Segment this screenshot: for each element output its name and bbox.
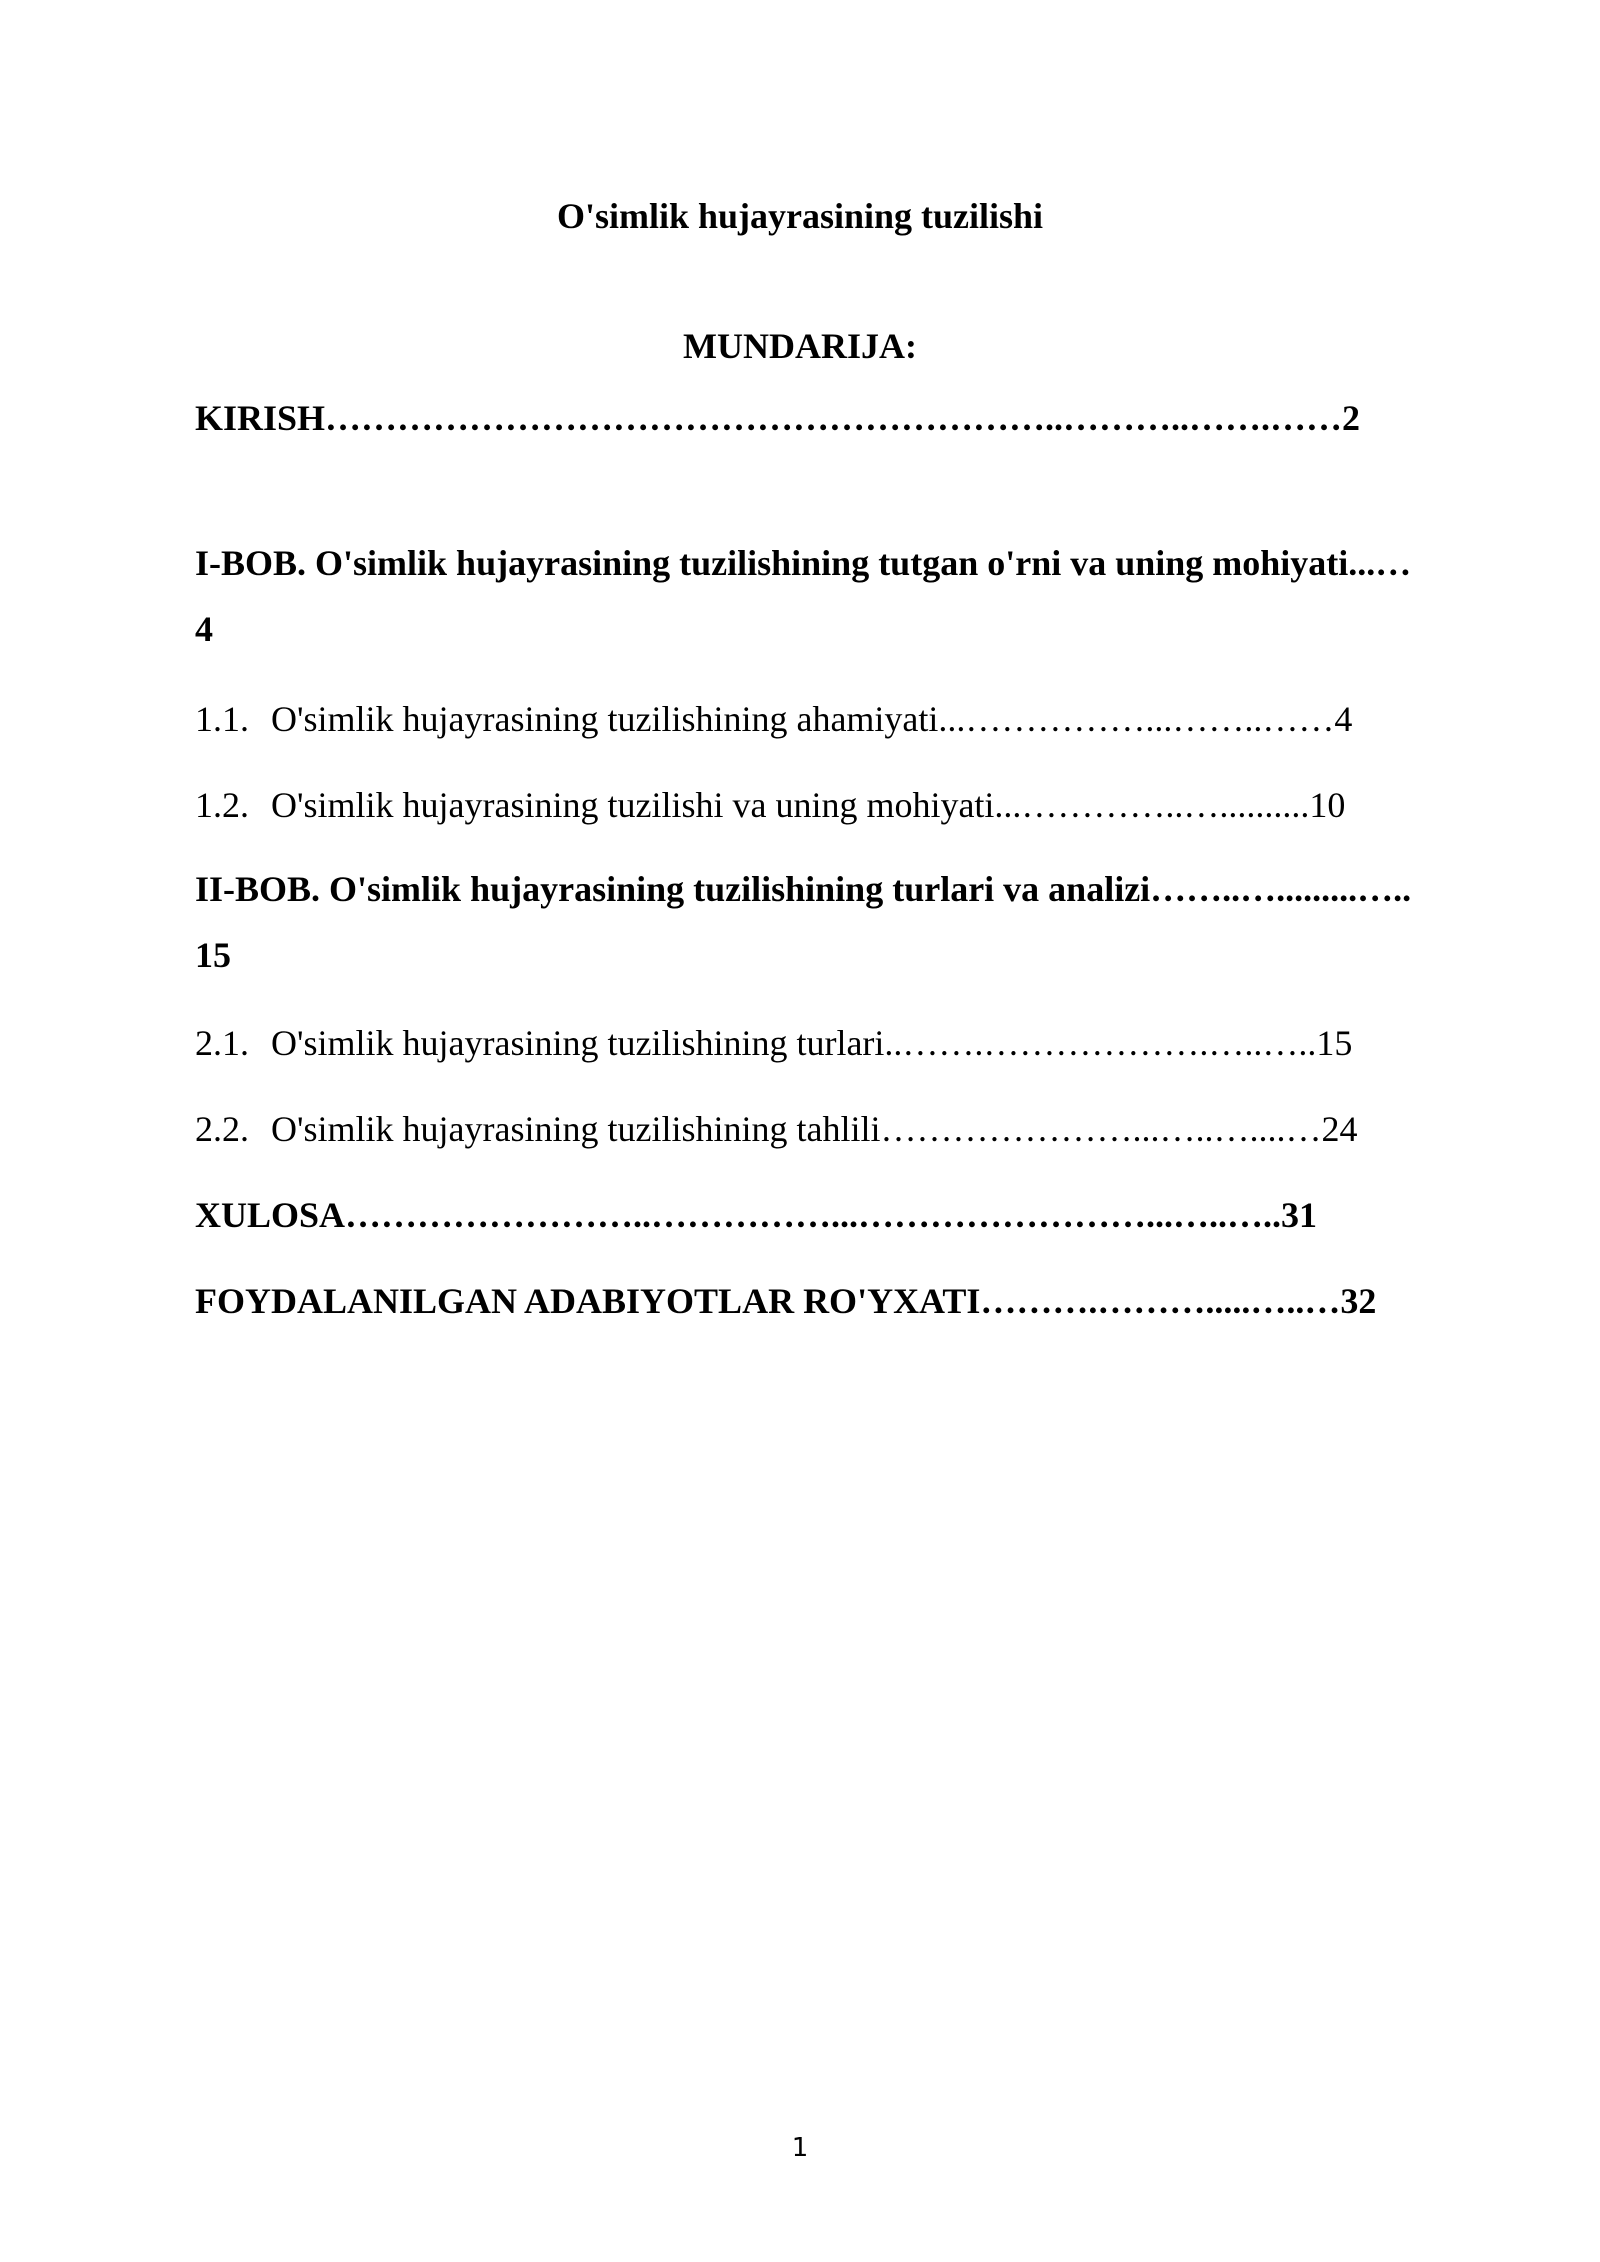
toc-entry-chapter-1	[195, 530, 1415, 662]
toc-entry-2-1	[195, 1010, 1415, 1076]
toc-entry-xulosa	[195, 1182, 1415, 1248]
toc-entry-text: O'simlik hujayrasining tuzilishining tahlili…………………...…..…....…24	[271, 1109, 1358, 1149]
toc-entry-kirish	[195, 385, 1415, 451]
toc-entry-text: I-BOB. O'simlik hujayrasining tuzilishining tutgan o'rni va uning mohiyati...…4	[195, 543, 1412, 649]
toc-entry-text: XULOSA……………………..……………...……………………...…..…..31	[195, 1195, 1318, 1235]
toc-entry-number: 2.1.	[195, 1023, 249, 1063]
toc-entry-text: O'simlik hujayrasining tuzilishining ahamiyati...……………...……..……4	[271, 699, 1353, 739]
toc-entry-text: KIRISH……………………………………………………..………..…….……2	[195, 398, 1361, 438]
toc-entry-text: O'simlik hujayrasining tuzilishi va uning mohiyati...…………..…..........10	[271, 785, 1346, 825]
toc-entry-text: FOYDALANILGAN ADABIYOTLAR RO'YXATI……….……….....…..…32	[195, 1281, 1377, 1321]
toc-entry-2-2	[195, 1096, 1415, 1162]
toc-entry-number: 2.2.	[195, 1109, 249, 1149]
toc-entry-chapter-2	[195, 856, 1415, 988]
toc-entry-number: 1.1.	[195, 699, 249, 739]
page-number: 1	[791, 2133, 809, 2163]
toc-entry-references	[195, 1268, 1415, 1334]
toc-entry-1-1	[195, 686, 1415, 752]
toc-entry-text: O'simlik hujayrasining tuzilishining turlari..…….……………….…..…..15	[271, 1023, 1353, 1063]
toc-entry-number: 1.2.	[195, 785, 249, 825]
document-title: O'simlik hujayrasining tuzilishi	[556, 196, 1044, 236]
toc-entry-text: II-BOB. O'simlik hujayrasining tuzilishining turlari va analizi……..….........…..15	[195, 869, 1412, 975]
toc-heading: MUNDARIJA:	[683, 326, 917, 366]
toc-entry-1-2	[195, 772, 1415, 838]
